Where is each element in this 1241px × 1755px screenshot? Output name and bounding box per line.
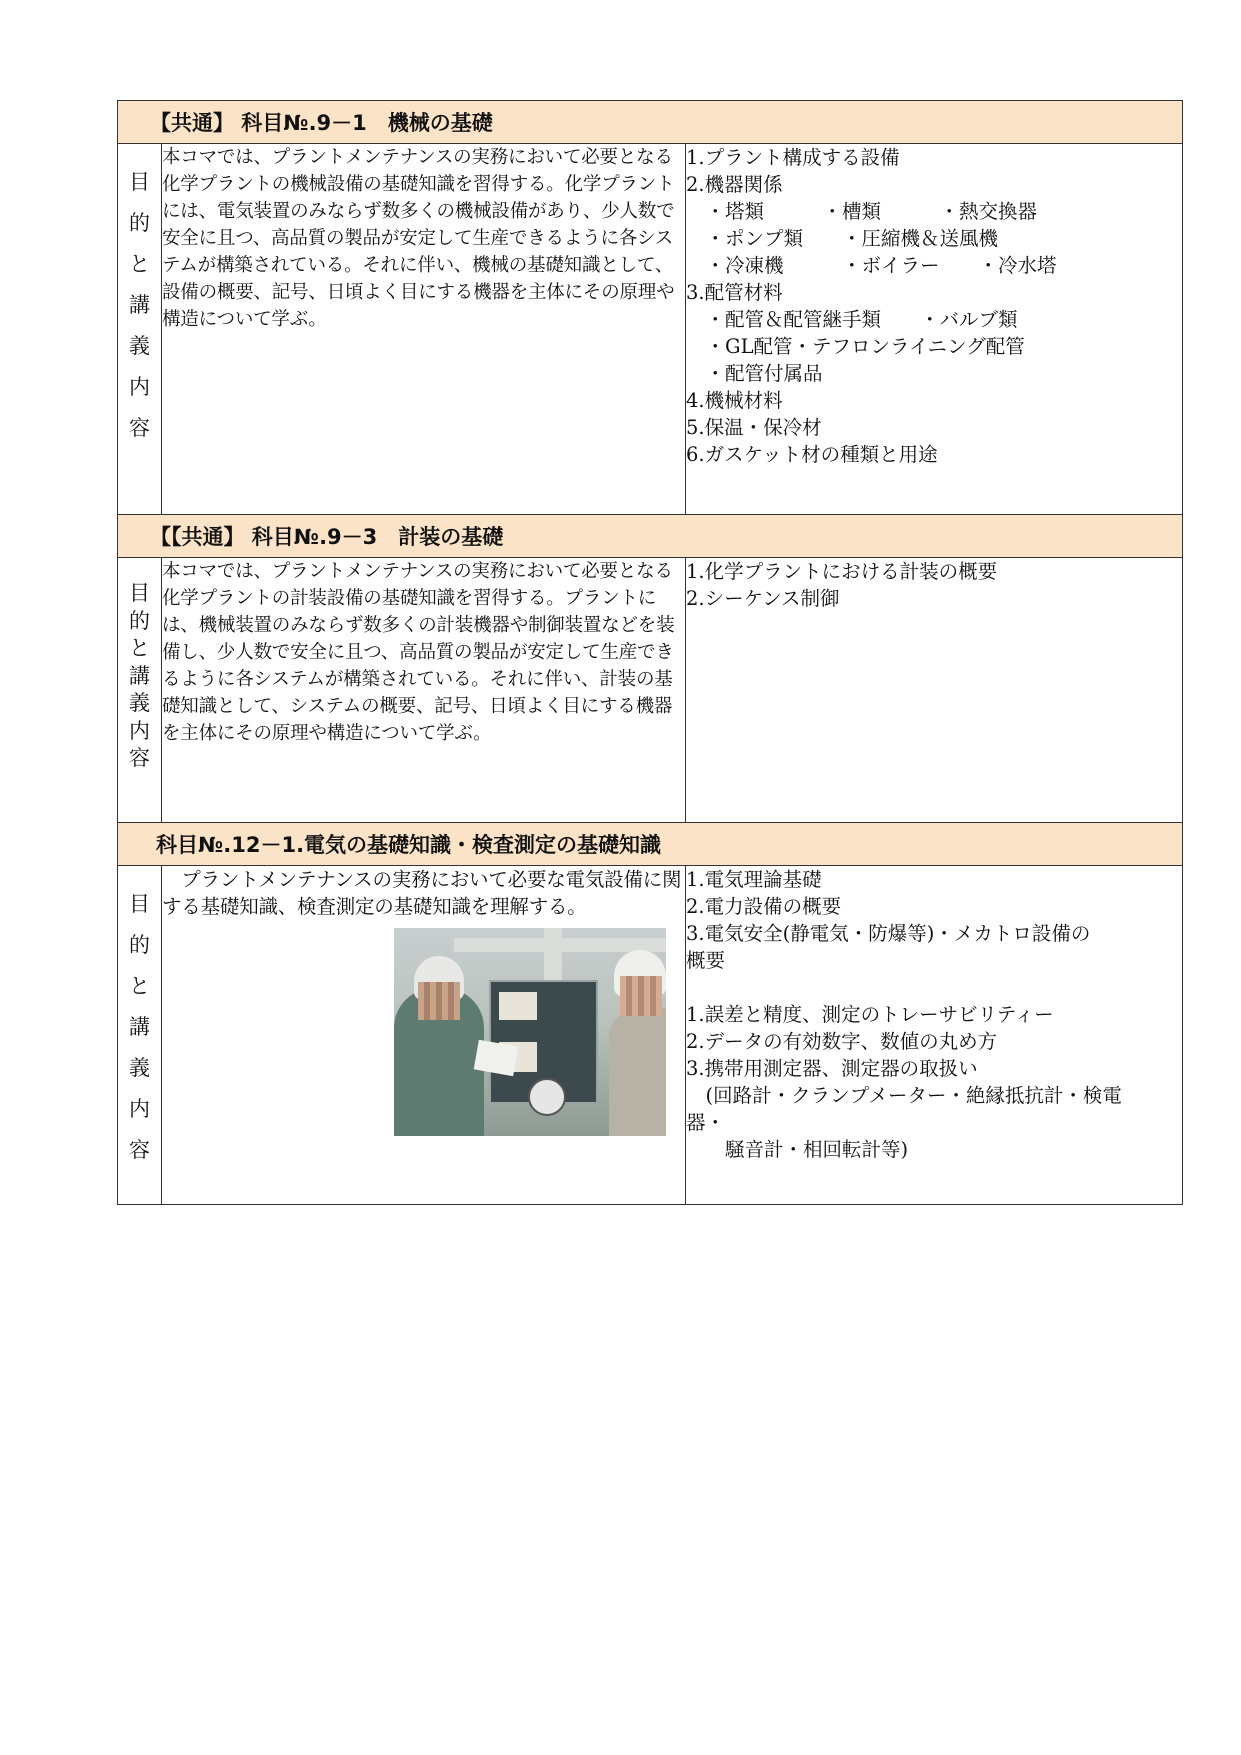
section-1-description: 本コマでは、プラントメンテナンスの実務において必要となる化学プラントの機械設備の基礎知識を習得する。化学プラントには、電気装置のみならず数多くの機械設備があり、少人数で安全に且つ、高品質の製品が安定して生産できるように各システムが構築されている。それに伴い、機械の基礎知識として、設備の概要、記号、日頃よく目にする機器を主体にその原理や構造について学ぶ。 (162, 144, 686, 515)
worker-figure (609, 1008, 666, 1136)
section-3-content (162, 866, 686, 1205)
label-char: 内 (129, 1097, 150, 1121)
label-char: 目 (129, 581, 150, 605)
topic-item: 3.携帯用測定器、測定器の取扱い (686, 1057, 978, 1080)
topic-item: ・配管付属品 (686, 362, 823, 385)
topic-item: 2.電力設備の概要 (686, 895, 842, 918)
topic-item: 器・ (686, 1111, 726, 1134)
photo-container (162, 920, 685, 1140)
label-char: 義 (129, 1056, 150, 1080)
topic-item: 2.機器関係 (686, 173, 783, 196)
topic-item: 騒音計・相回転計等) (686, 1138, 909, 1161)
topic-item: 3.電気安全(静電気・防爆等)・メカトロ設備の (686, 922, 1091, 945)
label-char: 内 (129, 718, 150, 743)
label-char: 容 (129, 1138, 150, 1162)
panel-document (499, 992, 537, 1020)
topic-gap (686, 974, 1182, 1001)
label-char: と (129, 636, 150, 660)
topic-item: 6.ガスケット材の種類と用途 (686, 443, 938, 466)
section-3-label (118, 866, 162, 1205)
topic-item: 概要 (686, 949, 726, 972)
label-char: 義 (129, 334, 150, 358)
label-char: 容 (129, 746, 150, 770)
topic-item: 1.化学プラントにおける計装の概要 (686, 560, 998, 583)
pixelated-face (620, 976, 662, 1016)
topic-item: ・ポンプ類 ・圧縮機＆送風機 (686, 227, 999, 250)
topic-item: 1.電気理論基礎 (686, 868, 822, 891)
topic-item: 2.シーケンス制御 (686, 587, 840, 610)
label-char: 的 (129, 211, 150, 235)
label-char: と (129, 252, 150, 276)
label-char: 容 (129, 416, 150, 440)
topic-item: ・GL配管・テフロンライニング配管 (686, 335, 1025, 358)
topic-item: 5.保温・保冷材 (686, 416, 822, 439)
topic-item: ・冷凍機 ・ボイラー ・冷水塔 (686, 254, 1057, 277)
section-3-topics (686, 866, 1183, 1205)
label-char: 目 (129, 892, 150, 916)
label-char: 講 (129, 293, 150, 317)
section-3-description: プラントメンテナンスの実務において必要な電気設備に関する基礎知識、検査測定の基礎知識を理解する。 (162, 868, 682, 918)
label-char: 的 (129, 608, 150, 633)
label-char: 講 (129, 663, 150, 688)
label-char: 講 (129, 1015, 150, 1039)
topic-item: 1.誤差と精度、測定のトレーサビリティー (686, 1003, 1054, 1026)
section-2-description: 本コマでは、プラントメンテナンスの実務において必要となる化学プラントの計装設備の基礎知識を習得する。プラントには、機械装置のみならず数多くの計装機器や制御装置などを装備し、少人数で安全に且つ、高品質の製品が安定して生産できるように各システムが構築されている。それに伴い、計装の基礎知識として、システムの概要、記号、日頃よく目にする機器を主体にその原理や構造について学ぶ。 (162, 558, 686, 823)
section-2-header: 【【共通】 科目№.9－3 計装の基礎 (118, 515, 1183, 558)
topic-item: 3.配管材料 (686, 281, 783, 304)
pixelated-face (418, 982, 460, 1020)
section-2-topics (686, 558, 1183, 823)
label-char: と (129, 974, 150, 998)
topic-item: 4.機械材料 (686, 389, 783, 412)
section-1-label (118, 144, 162, 515)
pipe-shape (544, 928, 562, 988)
label-char: 的 (129, 933, 150, 957)
section-3-header: 科目№.12－1.電気の基礎知識・検査測定の基礎知識 (118, 823, 1183, 866)
syllabus-table (117, 100, 1183, 1205)
training-photo (394, 928, 666, 1136)
topic-item: 2.データの有効数字、数値の丸め方 (686, 1030, 998, 1053)
label-char: 目 (129, 170, 150, 194)
topic-item: 1.プラント構成する設備 (686, 146, 900, 169)
section-1-topics (686, 144, 1183, 515)
label-char: 内 (129, 375, 150, 399)
label-char: 義 (129, 691, 150, 715)
topic-item: (回路計・クランプメーター・絶縁抵抗計・検電 (686, 1084, 1122, 1107)
meter-shape (528, 1078, 566, 1116)
section-2-label (118, 558, 162, 823)
topic-item: ・塔類 ・槽類 ・熱交換器 (686, 200, 1038, 223)
section-1-header: 【共通】 科目№.9－1 機械の基礎 (118, 101, 1183, 144)
topic-item: ・配管＆配管継手類 ・バルブ類 (686, 308, 1018, 331)
